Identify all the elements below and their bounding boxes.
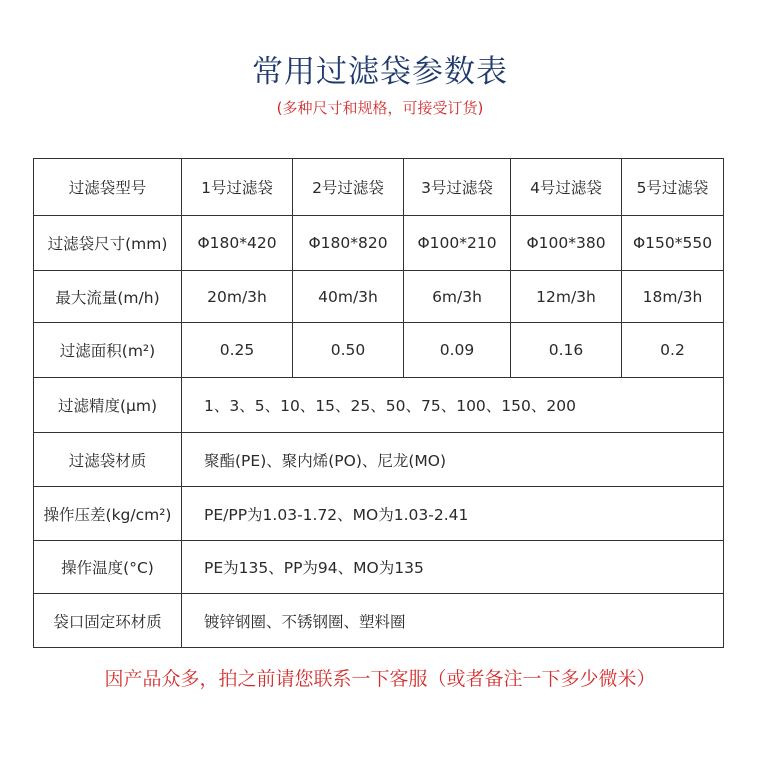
page-subtitle: (多种尺寸和规格，可接受订货) bbox=[276, 99, 484, 117]
column-header: 4号过滤袋 bbox=[511, 159, 622, 216]
table-cell-wide: PE为135、PP为94、MO为135 bbox=[182, 541, 724, 594]
parameter-table bbox=[33, 158, 724, 648]
row-label-temperature: 操作温度(°C) bbox=[34, 541, 182, 594]
table-cell: 40m/3h bbox=[293, 271, 404, 323]
table-cell: Φ150*550 bbox=[622, 216, 724, 271]
table-row-size bbox=[34, 216, 724, 271]
table-row-ring bbox=[34, 594, 724, 648]
table-row-temperature bbox=[34, 541, 724, 594]
column-header: 5号过滤袋 bbox=[622, 159, 724, 216]
table-cell: Φ180*420 bbox=[182, 216, 293, 271]
row-label-model: 过滤袋型号 bbox=[34, 159, 182, 216]
table-row-area bbox=[34, 323, 724, 378]
table-cell: 0.2 bbox=[622, 323, 724, 378]
table-cell-wide: 聚酯(PE)、聚内烯(PO)、尼龙(MO) bbox=[182, 433, 724, 487]
table-row-flow bbox=[34, 271, 724, 323]
table-cell: 0.16 bbox=[511, 323, 622, 378]
row-label-material: 过滤袋材质 bbox=[34, 433, 182, 487]
table-cell-wide: 镀锌钢圈、不锈钢圈、塑料圈 bbox=[182, 594, 724, 648]
table-cell: 0.09 bbox=[404, 323, 511, 378]
table-cell: 20m/3h bbox=[182, 271, 293, 323]
table-cell: Φ100*210 bbox=[404, 216, 511, 271]
table-cell: Φ100*380 bbox=[511, 216, 622, 271]
column-header: 2号过滤袋 bbox=[293, 159, 404, 216]
row-label-ring: 袋口固定环材质 bbox=[34, 594, 182, 648]
table-row-precision bbox=[34, 378, 724, 433]
table-cell: 12m/3h bbox=[511, 271, 622, 323]
column-header: 1号过滤袋 bbox=[182, 159, 293, 216]
table-cell: Φ180*820 bbox=[293, 216, 404, 271]
row-label-pressure: 操作压差(kg/cm²) bbox=[34, 487, 182, 541]
table-row-model bbox=[34, 159, 724, 216]
table-row-pressure bbox=[34, 487, 724, 541]
row-label-size: 过滤袋尺寸(mm) bbox=[34, 216, 182, 271]
table-cell: 6m/3h bbox=[404, 271, 511, 323]
table-cell-wide: PE/PP为1.03-1.72、MO为1.03-2.41 bbox=[182, 487, 724, 541]
row-label-precision: 过滤精度(μm) bbox=[34, 378, 182, 433]
row-label-area: 过滤面积(m²) bbox=[34, 323, 182, 378]
page-title: 常用过滤袋参数表 bbox=[252, 54, 508, 90]
contact-note: 因产品众多，拍之前请您联系一下客服（或者备注一下多少微米） bbox=[104, 668, 656, 690]
table-cell: 0.25 bbox=[182, 323, 293, 378]
row-label-flow: 最大流量(m/h) bbox=[34, 271, 182, 323]
table-cell-wide: 1、3、5、10、15、25、50、75、100、150、200 bbox=[182, 378, 724, 433]
table-cell: 18m/3h bbox=[622, 271, 724, 323]
column-header: 3号过滤袋 bbox=[404, 159, 511, 216]
table-row-material bbox=[34, 433, 724, 487]
table-cell: 0.50 bbox=[293, 323, 404, 378]
